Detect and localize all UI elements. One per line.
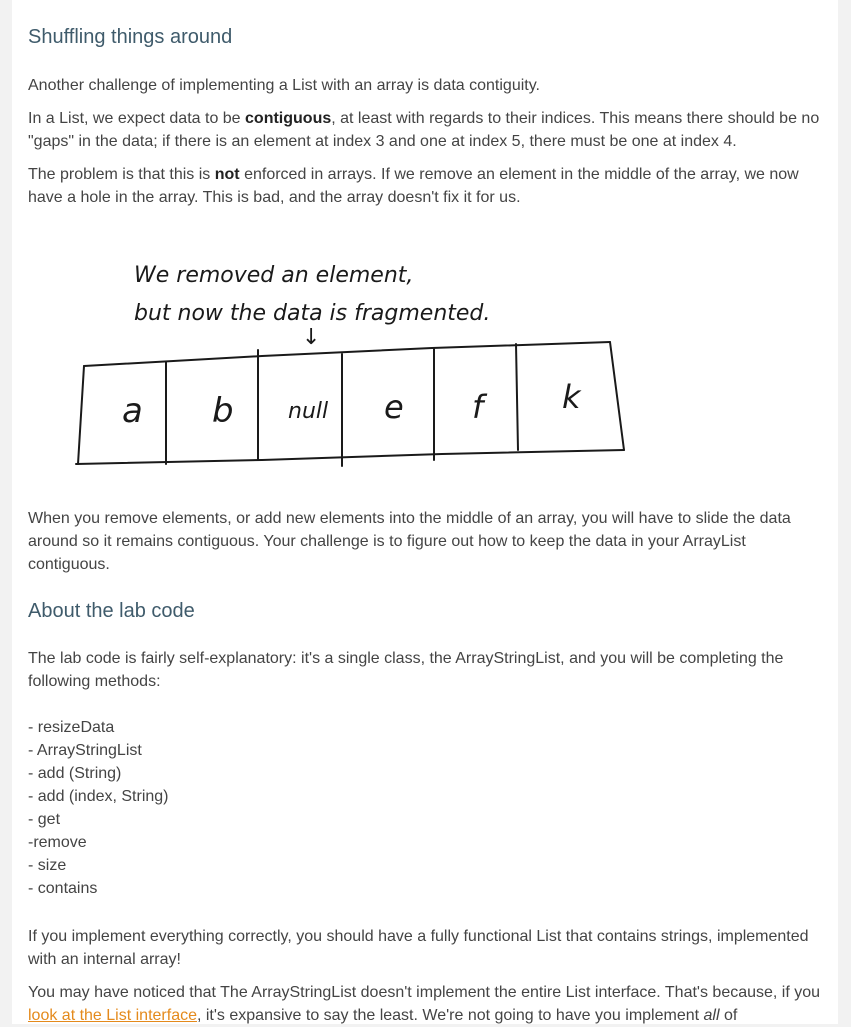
paragraph-contiguity-intro: Another challenge of implementing a List with an array is data contiguity.: [28, 77, 540, 94]
list-item: -remove: [28, 834, 87, 851]
array-divider: [78, 366, 84, 464]
list-item: - ArrayStringList: [28, 742, 142, 759]
paragraph-fully-functional: If you implement everything correctly, you should have a fully functional List that contains strings, implemented with an internal array!: [28, 928, 809, 968]
list-item: - contains: [28, 880, 98, 897]
array-cell-null: null: [288, 399, 329, 424]
list-item: - add (String): [28, 765, 122, 782]
array-top-line: [84, 342, 610, 366]
array-cell-f: f: [472, 388, 484, 426]
list-item: - resizeData: [28, 719, 115, 736]
list-interface-link[interactable]: look at the List interface: [28, 1007, 197, 1024]
array-cell-b: b: [212, 391, 234, 431]
text-span: In a List, we expect data to be: [28, 110, 246, 127]
paragraph-slide-data: When you remove elements, or add new elements into the middle of an array, you will have to slide the data around so it remains contiguous. Your challenge is to figure out how to keep the data in your ArrayList contiguous.: [28, 510, 791, 573]
bold-not: not: [214, 166, 240, 183]
list-item: - get: [28, 811, 61, 828]
paragraph-contiguous: [28, 107, 823, 153]
list-item: - size: [28, 857, 67, 874]
section-heading-shuffling: Shuffling things around: [28, 26, 233, 48]
bold-contiguous: contiguous: [245, 110, 332, 127]
page: [12, 0, 838, 1024]
paragraph-not-enforced: [28, 163, 823, 209]
figure-caption-line2: but now the data is fragmented.: [134, 301, 491, 326]
array-divider: [516, 344, 518, 450]
text-span: You may have noticed that The ArrayStringList doesn't implement the entire List interface. That's because, if you: [28, 984, 821, 1001]
array-cell-a: a: [122, 391, 143, 431]
section-heading-lab-code: About the lab code: [28, 600, 195, 622]
text-span: of: [719, 1007, 738, 1024]
text-span: , it's expansive to say the least. We're not going to have you implement: [196, 1007, 704, 1024]
array-cell-k: k: [562, 378, 581, 416]
list-item: - add (index, String): [28, 788, 169, 805]
down-arrow-icon: ↓: [302, 325, 321, 350]
array-bottom-line: [76, 450, 624, 464]
paragraph-lab-code: The lab code is fairly self-explanatory: it's a single class, the ArrayStringList, and you will be completing the following methods:: [28, 650, 784, 690]
array-divider: [610, 342, 624, 450]
array-cell-e: e: [384, 388, 404, 426]
figure-caption-line1: We removed an element,: [134, 263, 414, 288]
text-span: The problem is that this is: [28, 166, 215, 183]
italic-all: all: [703, 1007, 720, 1024]
methods-list: [28, 716, 169, 900]
fragmented-array-figure: [62, 238, 642, 474]
paragraph-list-interface: [28, 981, 823, 1027]
text-span: , at least with regards to their indices. This means there should be no "gaps" in the data; if there is an element at index 3 and one at index 5, there must be one at index 4.: [28, 110, 820, 150]
text-span: enforced in arrays. If we remove an element in the middle of the array, we now have a hole in the array. This is bad, and the array doesn't fix it for us.: [28, 166, 799, 206]
